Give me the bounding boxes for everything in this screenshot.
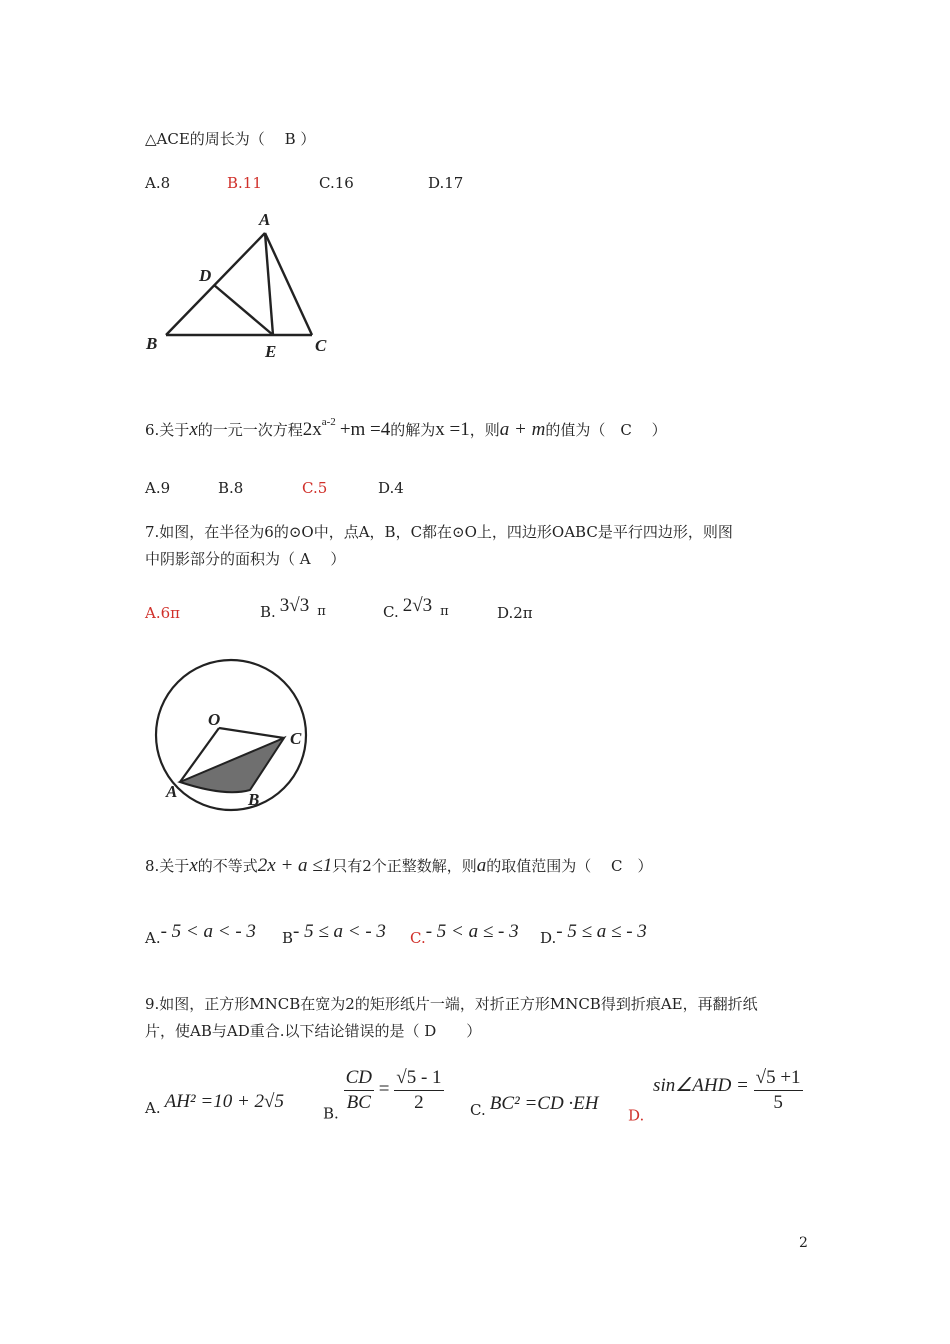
q8-tail: 的取值范围为（ C ） xyxy=(486,857,653,875)
q9-line2: 片，使AB与AD重合.以下结论错误的是（ D ） xyxy=(145,1022,482,1040)
q8-option-a-prefix: A. xyxy=(145,929,161,947)
q6-stem xyxy=(145,412,667,440)
shaded-region xyxy=(180,738,284,792)
label-d: D xyxy=(199,266,212,285)
q5-option-c: C.16 xyxy=(319,174,354,192)
q6-mid1: 的一元一次方程 xyxy=(197,421,303,439)
q9-option-b-left-fraction xyxy=(344,1066,374,1115)
q7-option-c-math: 2√3 xyxy=(402,595,433,616)
q6-eq-exponent: a-2 xyxy=(321,416,336,428)
q6-eq-base: 2x xyxy=(302,419,322,440)
q6-tail: 的值为（ C ） xyxy=(545,421,667,439)
q9-option-d-lhs: sin∠AHD = xyxy=(653,1074,749,1096)
q9-option-d-denominator: 5 xyxy=(773,1092,783,1113)
q8-stem xyxy=(145,856,653,876)
q9-option-d-numerator: √5 +1 xyxy=(754,1066,803,1091)
label-c: C xyxy=(290,729,302,748)
q8-var-a: a xyxy=(476,855,487,876)
q5-option-b: B.11 xyxy=(227,174,262,192)
q7-option-d: D.2π xyxy=(497,604,533,622)
q9-option-a-math: AH² =10 + 2√5 xyxy=(164,1091,284,1112)
q9-option-c xyxy=(470,1094,599,1120)
q7-option-c xyxy=(383,596,449,622)
q9-option-a xyxy=(145,1092,284,1118)
q7-option-b-prefix: B. xyxy=(260,603,276,621)
q6-option-b: B.8 xyxy=(218,479,244,497)
q8-option-d-prefix: D. xyxy=(540,929,557,947)
q9-option-b-numerator: CD xyxy=(344,1066,374,1091)
q8-inequality: 2x + a ≤1 xyxy=(257,855,333,876)
label-a: A xyxy=(166,782,178,801)
q8-mid2: 只有2个正整数解，则 xyxy=(332,857,477,875)
q9-option-d xyxy=(628,1066,803,1128)
q7-option-c-prefix: C. xyxy=(383,603,399,621)
q9-option-d-prefix: D. xyxy=(628,1106,645,1125)
segment-ba xyxy=(166,233,265,335)
q6-mid2: 的解为 xyxy=(390,421,436,439)
q7-option-a: A.6π xyxy=(145,604,181,622)
q8-mid1: 的不等式 xyxy=(197,857,258,875)
q5-option-d: D.17 xyxy=(428,174,464,192)
q6-pre: 6.关于 xyxy=(145,421,190,439)
q6-option-d: D.4 xyxy=(378,479,404,497)
q6-var-x: x xyxy=(189,419,198,440)
q8-var-x: x xyxy=(189,855,198,876)
q8-option-b-prefix: B xyxy=(282,929,294,947)
q7-option-b-math: 3√3 xyxy=(279,595,310,616)
q7-option-b xyxy=(260,596,326,622)
q5-stem: △ACE的周长为（ B ） xyxy=(145,130,316,148)
label-b: B xyxy=(248,790,260,809)
q9-option-b-right-numerator: √5 - 1 xyxy=(394,1066,443,1091)
segment-de xyxy=(214,285,273,335)
label-o: O xyxy=(208,710,221,729)
q7-line1: 7.如图，在半径为6的⊙O中，点A，B，C都在⊙O上，四边形OABC是平行四边形，则图 xyxy=(145,523,733,541)
q8-option-a-math: - 5 < a < - 3 xyxy=(160,921,256,942)
q6-solution: x =1 xyxy=(435,419,470,440)
q8-option-d xyxy=(540,922,647,948)
q8-option-b xyxy=(282,922,386,948)
q9-option-d-fraction xyxy=(754,1066,803,1115)
q8-option-c-prefix: C. xyxy=(410,929,426,947)
q9-option-b xyxy=(323,1066,444,1126)
q9-option-b-equals: = xyxy=(378,1078,390,1100)
q9-option-b-denominator: BC xyxy=(346,1092,371,1113)
label-e: E xyxy=(265,342,277,361)
q8-option-b-math: - 5 ≤ a < - 3 xyxy=(293,921,386,942)
q7-line2: 中阴影部分的面积为（ A ） xyxy=(145,550,346,568)
q9-option-b-right-fraction xyxy=(394,1066,443,1115)
q8-option-a xyxy=(145,922,256,948)
circle-figure xyxy=(140,655,320,817)
segment-oc xyxy=(219,728,284,738)
q6-eq-rest: +m =4 xyxy=(339,419,391,440)
q7-option-c-pi: π xyxy=(440,604,449,619)
q8-pre: 8.关于 xyxy=(145,857,190,875)
q9-option-b-prefix: B. xyxy=(323,1104,339,1123)
q9-option-a-prefix: A. xyxy=(145,1099,161,1117)
q8-option-d-math: - 5 ≤ a ≤ - 3 xyxy=(556,921,647,942)
q9-option-b-right-denominator: 2 xyxy=(414,1092,424,1113)
q5-option-a: A.8 xyxy=(145,174,171,192)
q6-option-c: C.5 xyxy=(302,479,328,497)
q8-option-c-math: - 5 < a ≤ - 3 xyxy=(425,921,519,942)
q9-option-c-prefix: C. xyxy=(470,1101,486,1119)
q6-option-a: A.9 xyxy=(145,479,171,497)
q6-expression: a + m xyxy=(499,419,546,440)
q8-option-c xyxy=(410,922,519,948)
triangle-figure xyxy=(140,205,350,370)
label-c: C xyxy=(315,336,327,355)
q9-option-c-math: BC² =CD ·EH xyxy=(489,1093,599,1114)
q6-mid3: ，则 xyxy=(469,421,500,439)
q9-line1: 9.如图，正方形MNCB在宽为2的矩形纸片一端，对折正方形MNCB得到折痕AE，再翻折纸 xyxy=(145,995,758,1013)
label-a: A xyxy=(259,210,271,229)
label-b: B xyxy=(146,334,158,353)
q7-option-b-pi: π xyxy=(317,604,326,619)
page-number: 2 xyxy=(799,1235,808,1251)
